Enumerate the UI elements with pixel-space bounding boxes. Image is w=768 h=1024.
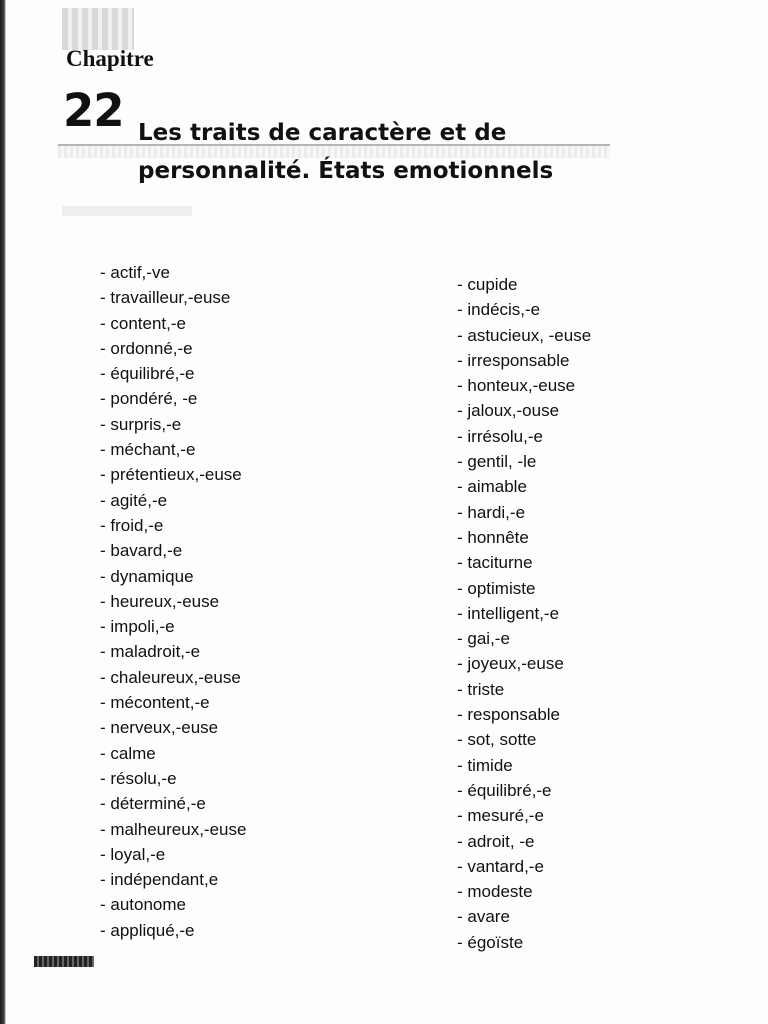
vocabulary-item: - froid,-e <box>100 515 164 535</box>
vocabulary-item: - actif,-ve <box>100 263 170 282</box>
vocabulary-item: - aimable <box>457 477 527 497</box>
vocabulary-item: - avare <box>457 907 510 927</box>
chapter-label: Chapitre <box>66 46 154 71</box>
vocabulary-item: - prétentieux,-euse <box>100 465 242 485</box>
chapter-number: 22 <box>63 84 124 137</box>
vocabulary-item: - équilibré,-e <box>100 364 195 384</box>
vocabulary-item: - mécontent,-e <box>100 693 210 713</box>
vocabulary-item: - déterminé,-e <box>100 794 206 814</box>
vocabulary-item: - optimiste <box>457 578 536 598</box>
page-number-mark <box>34 956 94 967</box>
vocabulary-item: - adroit, -e <box>457 831 535 851</box>
vocabulary-item: - loyal,-e <box>100 844 166 864</box>
vocabulary-item: - autonome <box>100 895 186 915</box>
vocabulary-item: - hardi,-e <box>457 502 526 522</box>
vocabulary-item: - jaloux,-ouse <box>457 401 560 421</box>
vocabulary-item: - heureux,-euse <box>100 591 220 611</box>
vocabulary-item: - honnête <box>457 527 529 547</box>
vocabulary-item: - irresponsable <box>457 350 570 370</box>
vocabulary-item: - gentil, -le <box>457 452 537 472</box>
page-shadow-edge <box>0 0 6 1024</box>
vocabulary-item: - travailleur,-euse <box>100 288 231 308</box>
vocabulary-item: - ordonné,-e <box>100 338 193 358</box>
vocabulary-item: - sot, sotte <box>457 730 537 750</box>
vocabulary-item: - malheureux,-euse <box>100 819 247 839</box>
vocabulary-item: - dynamique <box>100 566 194 586</box>
vocabulary-item: - pondéré, -e <box>100 389 198 409</box>
vocabulary-item: - triste <box>457 679 505 699</box>
vocabulary-item: - égoïste <box>457 932 524 952</box>
vocabulary-item: - responsable <box>457 705 561 725</box>
vocabulary-item: - gai,-e <box>457 629 510 649</box>
vocabulary-item: - astucieux, -euse <box>457 325 592 345</box>
vocabulary-item: - honteux,-euse <box>457 376 576 396</box>
vocabulary-item: - résolu,-e <box>100 768 177 788</box>
vocabulary-item: - agité,-e <box>100 490 168 510</box>
vocabulary-item: - mesuré,-e <box>457 806 544 826</box>
vocabulary-item: - content,-e <box>100 313 186 333</box>
vocabulary-item: - méchant,-e <box>100 440 196 460</box>
vocabulary-item: - modeste <box>457 882 533 902</box>
vocabulary-item: - surpris,-e <box>100 414 182 434</box>
vocabulary-item: - timide <box>457 755 513 775</box>
vocabulary-item: - chaleureux,-euse <box>100 667 241 687</box>
vocabulary-item: - joyeux,-euse <box>457 654 564 674</box>
bleed-through-text <box>62 206 192 216</box>
vocabulary-item: - vantard,-e <box>457 856 544 876</box>
vocabulary-item: - calme <box>100 743 156 763</box>
vocabulary-item: - indécis,-e <box>457 300 541 320</box>
vocabulary-right-column <box>457 272 591 955</box>
chapter-title: Les traits de caractère et de personnalité. États emotionnels <box>138 120 554 184</box>
vocabulary-item: - bavard,-e <box>100 541 183 561</box>
vocabulary-item: - équilibré,-e <box>457 780 552 800</box>
vocabulary-item: - indépendant,e <box>100 870 219 890</box>
vocabulary-item: - appliqué,-e <box>100 920 195 940</box>
corner-texture <box>62 8 134 50</box>
vocabulary-item: - maladroit,-e <box>100 642 201 662</box>
vocabulary-left-column <box>100 260 246 943</box>
vocabulary-item: - impoli,-e <box>100 617 175 637</box>
vocabulary-item: - irrésolu,-e <box>457 426 543 446</box>
vocabulary-item: - nerveux,-euse <box>100 718 219 738</box>
vocabulary-item: - cupide <box>457 275 518 294</box>
vocabulary-item: - taciturne <box>457 553 533 573</box>
vocabulary-item: - intelligent,-e <box>457 603 560 623</box>
